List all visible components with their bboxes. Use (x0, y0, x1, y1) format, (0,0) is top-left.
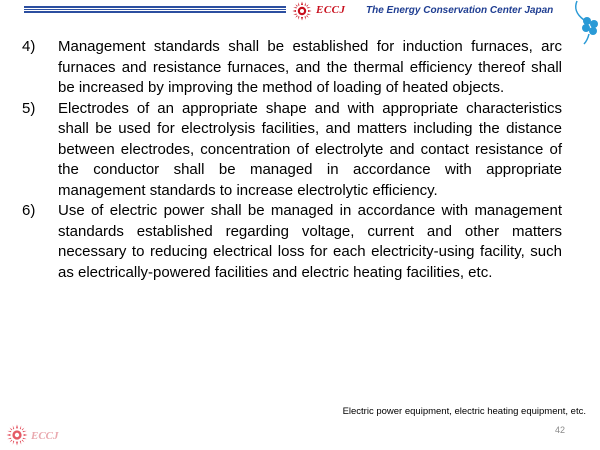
sun-logo-icon (292, 1, 312, 21)
item-text: Use of electric power shall be managed in accordance with management standards established regarding voltage, current and other matters necessary to reducing electrical loss for each electricity-using facility, such as electrically-powered facilities and electric heating facilities, etc. (58, 202, 562, 281)
footer-logo-text: ECCJ (31, 430, 59, 442)
item-number: 5) (22, 99, 36, 117)
footer-sun-logo-icon (6, 424, 28, 446)
item-text: Electrodes of an appropriate shape and with appropriate characteristics shall be used for electrolysis facilities, and matters including the distance between electrodes, concentration of electrolyte and contact resistance of the conductor shall be managed in accordance with appropriate management standards to increase electrolytic efficiency. (58, 99, 562, 199)
list-item (22, 201, 562, 283)
list-item (22, 37, 562, 99)
header-rule (24, 6, 286, 13)
clover-logo-icon (570, 0, 600, 48)
list-item (22, 99, 562, 202)
page-number: 42 (555, 425, 566, 435)
management-standards-list (22, 37, 562, 283)
footnote: Electric power equipment, electric heating equipment, etc. (342, 406, 586, 417)
header-logo-text: ECCJ (316, 4, 346, 16)
organization-name: The Energy Conservation Center Japan (366, 5, 554, 16)
item-text: Management standards shall be established for induction furnaces, arc furnaces and resistance furnaces, and the thermal efficiency thereof shall be increased by improving the method of loading of heated objects. (58, 38, 562, 96)
item-number: 6) (22, 202, 36, 219)
item-number: 4) (22, 38, 36, 55)
